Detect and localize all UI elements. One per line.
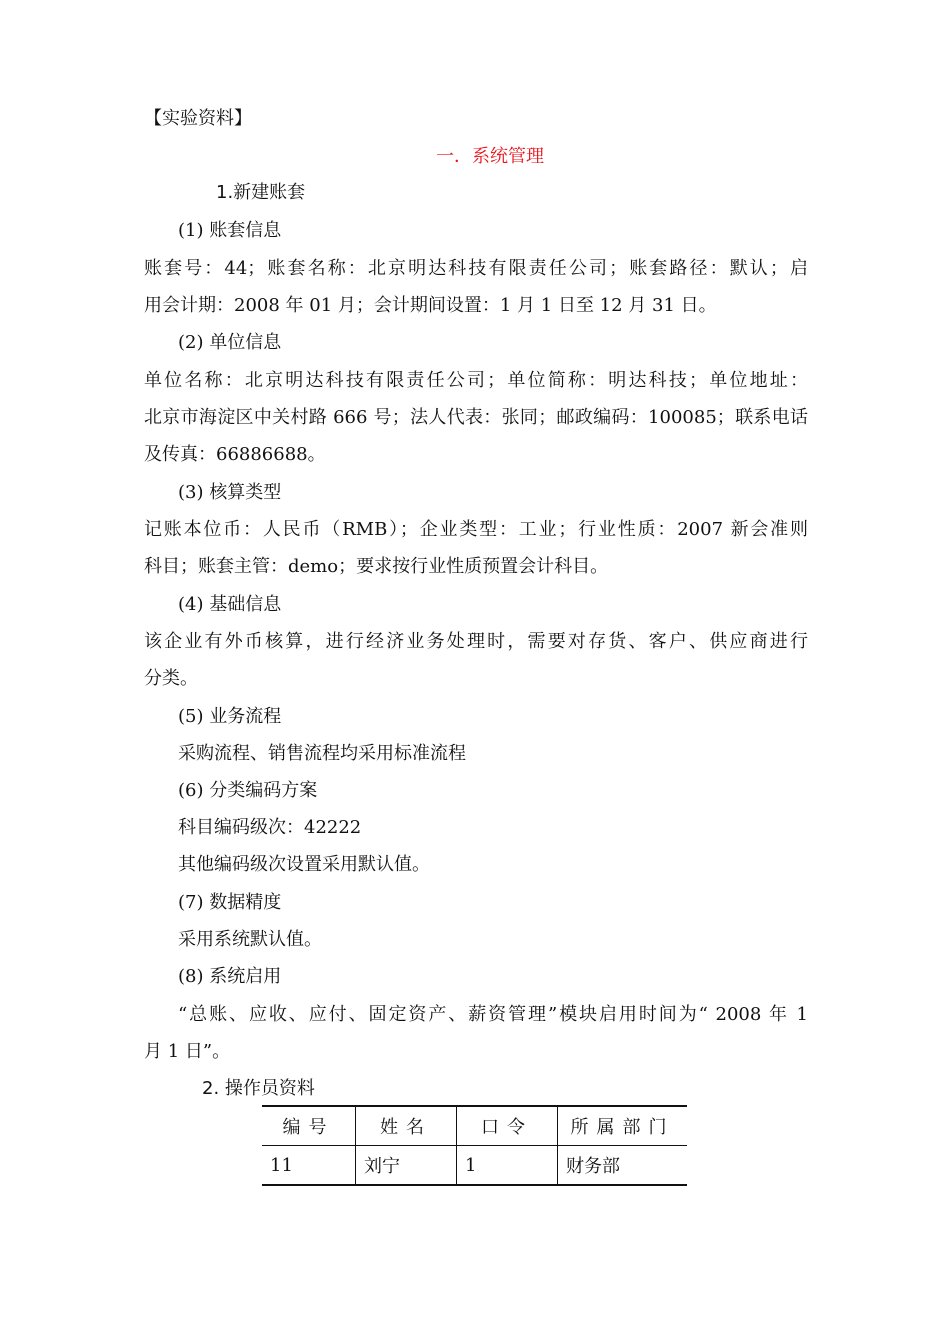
paragraph-line: 记账本位币：人民币（RMB）；企业类型：工业；行业性质：2007 新会准则 xyxy=(144,519,808,540)
column-header: 姓名 xyxy=(356,1106,457,1146)
item-label-2: (2) 单位信息 xyxy=(178,332,282,353)
column-header: 编号 xyxy=(282,1117,335,1138)
paragraph-line: 及传真：66886688。 xyxy=(144,444,326,465)
paragraph-line: 分类。 xyxy=(144,668,198,689)
table-cell: 刘宁 xyxy=(356,1146,457,1186)
subsection-title-1: 1.新建账套 xyxy=(216,182,306,203)
paragraph-line: 采购流程、销售流程均采用标准流程 xyxy=(178,743,466,764)
paragraph-line: 采用系统默认值。 xyxy=(178,929,322,950)
table-cell: 财务部 xyxy=(558,1146,688,1186)
column-header: 口令 xyxy=(457,1106,558,1146)
section-heading: 【实验资料】 xyxy=(144,108,252,129)
item-label-7: (7) 数据精度 xyxy=(178,892,282,913)
paragraph-line: 其他编码级次设置采用默认值。 xyxy=(178,854,430,875)
paragraph-line: 月 1 日”。 xyxy=(144,1041,231,1062)
table-cell: 11 xyxy=(270,1154,293,1176)
item-label-1: (1) 账套信息 xyxy=(178,220,282,241)
column-header: 所属部门 xyxy=(558,1106,688,1146)
section-title: 一．系统管理 xyxy=(436,146,544,167)
item-label-5: (5) 业务流程 xyxy=(178,706,282,727)
paragraph-line: 该企业有外币核算，进行经济业务处理时，需要对存货、客户、供应商进行 xyxy=(144,631,808,652)
subsection-title-2: 2. 操作员资料 xyxy=(202,1078,315,1099)
table-row xyxy=(262,1146,687,1186)
paragraph-line: 科目；账套主管：demo；要求按行业性质预置会计科目。 xyxy=(144,556,609,577)
operator-table xyxy=(262,1105,687,1186)
paragraph-line: “总账、应收、应付、固定资产、薪资管理”模块启用时间为“ 2008 年 1 xyxy=(178,1004,808,1025)
item-label-4: (4) 基础信息 xyxy=(178,594,282,615)
paragraph-line: 北京市海淀区中关村路 666 号；法人代表：张同；邮政编码：100085；联系电话 xyxy=(144,407,808,428)
paragraph-line: 用会计期：2008 年 01 月；会计期间设置：1 月 1 日至 12 月 31 日。 xyxy=(144,295,717,316)
item-label-8: (8) 系统启用 xyxy=(178,966,282,987)
item-label-6: (6) 分类编码方案 xyxy=(178,780,318,801)
table-cell: 1 xyxy=(457,1146,558,1186)
item-label-3: (3) 核算类型 xyxy=(178,482,282,503)
paragraph-line: 单位名称：北京明达科技有限责任公司；单位简称：明达科技；单位地址： xyxy=(144,370,808,391)
paragraph-line: 账套号：44；账套名称：北京明达科技有限责任公司；账套路径：默认；启 xyxy=(144,258,808,279)
paragraph-line: 科目编码级次：42222 xyxy=(178,817,362,838)
table-header-row xyxy=(262,1106,687,1146)
